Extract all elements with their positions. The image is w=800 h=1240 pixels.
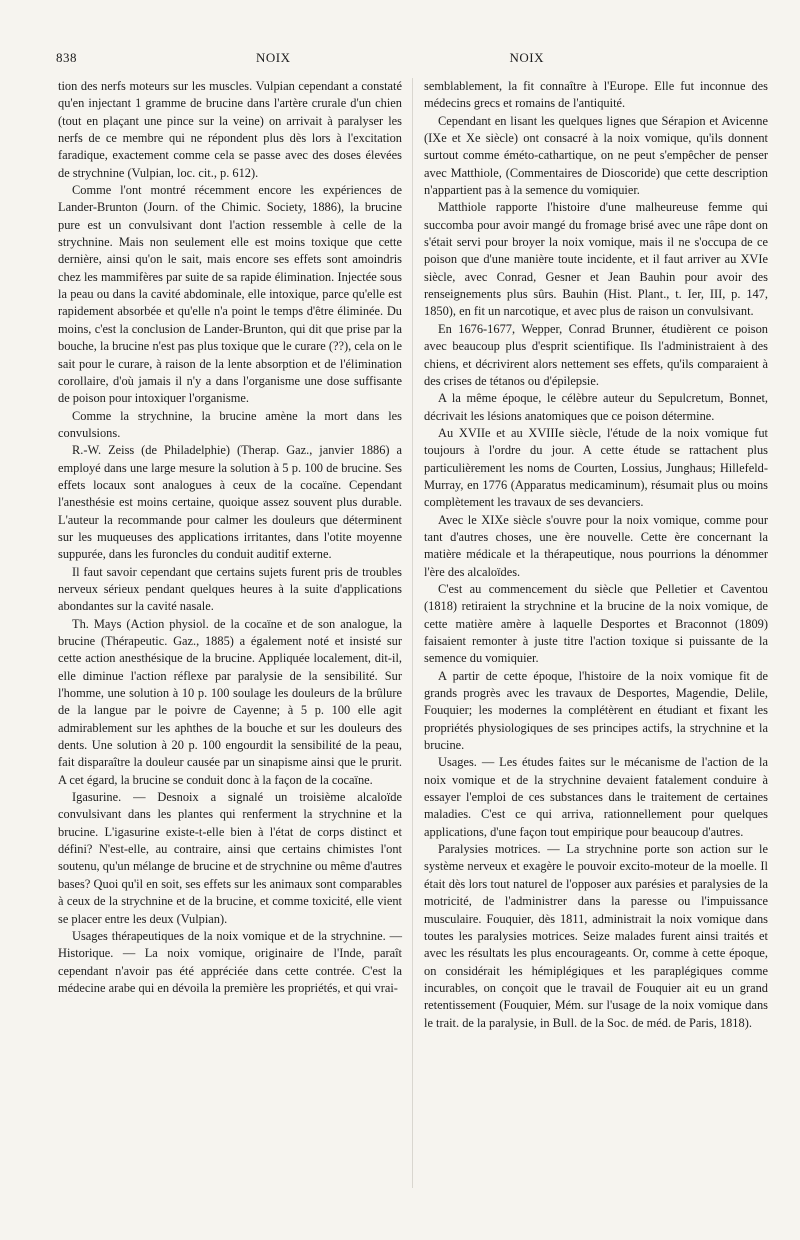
- running-title-left: NOIX: [256, 50, 291, 65]
- paragraph: Paralysies motrices. — La strychnine porte son action sur le système nerveux et exagère le pouvoir excito-moteur de la moelle. Il était dès lors tout naturel de l'opposer aux parésies et paralysies de la motricité, de l'administrer dans la paresse ou l'impuissance musculaire. Fouquier, dès 1811, administrait la noix vomique dans toutes les paralysies motrices. Seize malades furent ainsi traités et avec les résultats les plus encourageants. Or, comme à cette époque, on considérait les hémiplégiques et les paraplégiques comme incurables, on conçoit que le travail de Fouquier ait eu un grand retentissement (Fouquier, Mém. sur l'usage de la noix vomique dans le trait. de la paralysie, in Bull. de la Soc. de méd. de Paris, 1818).: [424, 842, 768, 1030]
- paragraph: Usages thérapeutiques de la noix vomique et de la strychnine. — Historique. — La noix vomique, originaire de l'Inde, paraît cependant n'avoir pas été appréciée dans cette contrée. C'est la médecine arabe qui en dévoila la première les propriétés, et qui vrai-: [58, 928, 402, 995]
- paragraph: Matthiole rapporte l'histoire d'une malheureuse femme qui succomba pour avoir mangé du fromage brisé avec une râpe dont on s'était servi pour broyer la noix vomique, mais il ne s'occupa de ce poison que d'une manière toute incidente, et il faut arriver au XVIe siècle, avec Conrad, Gesner et Jean Bauhin pour avoir des renseignements plus sûrs. Bauhin (Hist. Plant., t. Ier, III, p. 147, 1850), en fit un narcotique, et avec plus de raison un convulsivant.: [424, 200, 768, 319]
- left-column: [58, 78, 402, 997]
- paragraph: semblablement, la fit connaître à l'Europe. Elle fut inconnue des médecins grecs et romains de l'antiquité.: [424, 79, 768, 111]
- paragraph: Il faut savoir cependant que certains sujets furent pris de troubles nerveux sérieux pendant quelques heures à la suite d'applications abondantes sur la cavité nasale.: [58, 564, 402, 614]
- paragraph: Au XVIIe et au XVIIIe siècle, l'étude de la noix vomique fut toujours à l'ordre du jour. A cette étude se rattachent plus particulièrement les noms de Courten, Lossius, Junghaus; Hillefeld-Murray, en 1776 (Apparatus medicaminum), résumait plus ou moins complètement les travaux de ses devanciers.: [424, 425, 768, 510]
- paragraph: A la même époque, le célèbre auteur du Sepulcretum, Bonnet, décrivait les lésions anatomiques que ce poison détermine.: [424, 391, 768, 423]
- paragraph: Th. Mays (Action physiol. de la cocaïne et de son analogue, la brucine (Thérapeutic. Gaz., 1885) a également noté et insisté sur cette action anesthésique de la brucine. Appliquée localement, dit-il, elle diminue l'action réflexe par paralysie de la sensibilité. Sur l'homme, une solution à 10 p. 100 soulage les douleurs de la brûlure de la langue par le poivre de Cayenne; à 5 p. 100 elle agit admirablement sur les aphthes de la bouche et sur les douleurs des dents. Une solution à 20 p. 100 engourdit la sensibilité de la peau, fait disparaître la douleur causée par un sinapisme ainsi que le prurit. A cet égard, la brucine se conduit donc à la façon de la cocaïne.: [58, 616, 402, 787]
- column-divider: [412, 78, 413, 1188]
- paragraph: A partir de cette époque, l'histoire de la noix vomique fit de grands progrès avec les travaux de Desportes, Magendie, Delile, Fouquier; les modernes la complétèrent en étudiant et fixant les propriétés physiologiques de ses principes actifs, la strychnine et la brucine.: [424, 668, 768, 753]
- paragraph: C'est au commencement du siècle que Pelletier et Caventou (1818) retiraient la strychnine et la brucine de la noix vomique, de cette matière amère à laquelle Desportes et Braconnot (1809) faisaient remonter à juste titre l'action toxique si puissante de la semence du vomiquier.: [424, 581, 768, 666]
- paragraph: R.-W. Zeiss (de Philadelphie) (Therap. Gaz., janvier 1886) a employé dans une large mesure la solution à 5 p. 100 de brucine. Ses effets locaux sont analogues à ceux de la cocaïne. Cependant l'anesthésie est moins certaine, quoique assez souvent plus durable. L'auteur la recommande pour calmer les douleurs que déterminent sur les muqueuses des applications irritantes, dans l'otite moyenne suppurée, dans les furoncles du conduit auditif externe.: [58, 443, 402, 562]
- page-number: 838: [56, 50, 77, 65]
- paragraph: Comme la strychnine, la brucine amène la mort dans les convulsions.: [58, 408, 402, 440]
- right-column: [424, 78, 768, 1032]
- paragraph: Comme l'ont montré récemment encore les expériences de Lander-Brunton (Journ. of the Chimic. Society, 1886), la brucine pure est un convulsivant dont l'action ressemble à celle de la strychnine. Mais non seulement elle est moins toxique que cette dernière, ainsi qu'on le sait, mais encore ses effets sont amoindris chez les mammifères par suite de sa rapide élimination. Injectée sous la peau ou dans la cavité abdominale, elle intoxique, parce qu'elle est rapidement absorbée et qu'elle n'a point le temps d'être éliminée. Du moins, c'est la conclusion de Lander-Brunton, qui dit que prise par la bouche, la brucine n'est pas plus toxique que le curare (??), cela on le sait pour le curare, à raison de la lente absorption et de l'élimination corollaire, d'où jamais il n'y a dans l'organisme une dose suffisante de poison pour intoxiquer l'organisme.: [58, 183, 402, 406]
- paragraph: Avec le XIXe siècle s'ouvre pour la noix vomique, comme pour tant d'autres choses, une ère nouvelle. Cette ère concernant la matière médicale et la thérapeutique, nous pourrions la dénommer l'ère des alcaloïdes.: [424, 512, 768, 579]
- paragraph: Cependant en lisant les quelques lignes que Sérapion et Avicenne (IXe et Xe siècle) ont consacré à la noix vomique, qu'ils donnent surtout comme éméto-cathartique, on ne peut s'empêcher de penser avec Matthiole, (Commentaires de Dioscoride) que cette description n'appartient pas à la semence du vomiquier.: [424, 113, 768, 198]
- paragraph: En 1676-1677, Wepper, Conrad Brunner, étudièrent ce poison avec beaucoup plus d'esprit scientifique. Ils l'administraient à des chiens, et décrivirent alors nettement ses effets, qu'ils comparaient à des crises de tétanos ou d'épilepsie.: [424, 321, 768, 388]
- paragraph: Usages. — Les études faites sur le mécanisme de l'action de la noix vomique et de la strychnine devaient fatalement conduire à essayer l'emploi de ces substances dans le traitement de certaines maladies. C'est ce qui arriva, rationnellement pour quelques applications, d'une façon tout empirique pour beaucoup d'autres.: [424, 755, 768, 839]
- running-title-right: NOIX: [509, 50, 544, 65]
- paragraph: tion des nerfs moteurs sur les muscles. Vulpian cependant a constaté qu'en injectant 1 gramme de brucine dans l'artère crurale d'un chien (tout en plaçant une pince sur la veine) on arrivait à paralyser les nerfs de ce membre qui ne répondent plus dès lors à l'excitation faradique, exactement comme cela se passe avec des doses élevées de strychnine (Vulpian, loc. cit., p. 612).: [58, 79, 402, 180]
- paragraph: Igasurine. — Desnoix a signalé un troisième alcaloïde convulsivant dans les plantes qui renferment la strychnine et la brucine. L'igasurine existe-t-elle bien à l'état de corps distinct et défini? N'est-elle, au contraire, ainsi que certains chimistes l'ont soutenu, qu'un mélange de brucine et de strychnine ou même d'autres bases? Quoi qu'il en soit, ses effets sur les animaux sont comparables à ceux de la strychnine et de la brucine, et comme toxicité, elle vient se placer entre les deux (Vulpian).: [58, 790, 402, 926]
